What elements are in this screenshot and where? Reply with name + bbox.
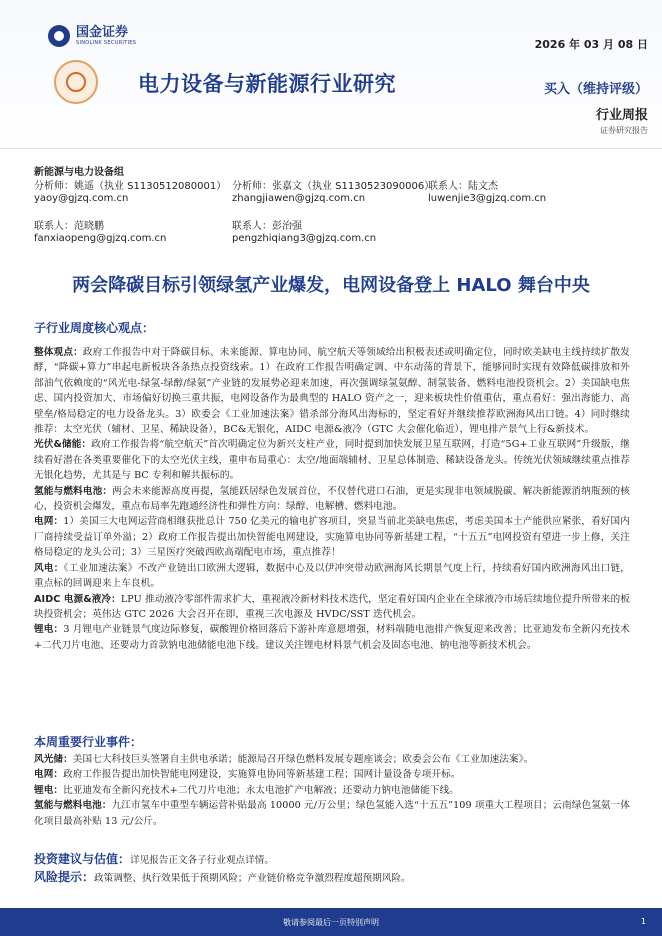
analyst-name: 分析师：张嘉文（执业 S1130523090006） (232, 181, 435, 192)
paragraph-label: 风光储： (34, 754, 73, 765)
logo-name-en: SINOLINK SECURITIES (76, 40, 137, 46)
page-footer (0, 908, 662, 936)
paragraph-label: 风电： (34, 562, 64, 574)
paragraph-text: 比亚迪发布全新闪充技术+二代刀片电池；永太电池扩产电解液；还要动力钠电池储能下线。 (63, 784, 459, 796)
analyst-name: 分析师：姚遥（执业 S1130512080001） (34, 181, 227, 192)
paragraph-text: 政府工作报告提出加快智能电网建设，实施算电协同等新基建工程；国网计量设备专项开标。 (63, 769, 461, 781)
event-grid (34, 767, 630, 782)
contact-name: 联系人：陆文杰 (428, 181, 498, 192)
event-lithium (34, 783, 630, 798)
paragraph-text: LPU 推动液冷零部件需求扩大，重视液冷新材料技术迭代，坚定看好国内企业在全球液冷市场后续地位提升所带来的板块投资机会；英伟达 GTC 2026 大会召开在即，重视三次电源及 HVDC/SST 迭代机会。 (34, 593, 630, 620)
report-main-title: 两会降碳目标引领绿氢产业爆发，电网设备登上 HALO 舞台中央 (72, 275, 590, 296)
paragraph-grid (34, 514, 630, 560)
contact-email[interactable]: luwenjie3@gjzq.com.cn (428, 193, 547, 204)
paragraph-aidc (34, 592, 630, 623)
risk-label: 风险提示： (34, 870, 95, 884)
paragraph-label: 整体观点： (34, 347, 83, 358)
section-heading-core-views: 子行业周度核心观点： (34, 321, 155, 335)
banner-title: 电力设备与新能源行业研究 (138, 72, 396, 96)
section-heading-events: 本周重要行业事件： (34, 735, 143, 749)
paragraph-wind (34, 561, 630, 592)
paragraph-lithium (34, 622, 630, 653)
contact-name: 联系人：彭治强 (232, 221, 302, 232)
paragraph-label: 锂电： (34, 784, 64, 796)
risk-text: 政策调整、执行效果低于预期风险；产业链价格竞争激烈程度超预期风险。 (94, 873, 411, 884)
report-date: 2026 年 03 月 08 日 (534, 38, 648, 51)
report-header (0, 0, 662, 156)
paragraph-text: 3 月锂电产业链景气度边际修复，碳酸锂价格回落后下游补库意愿增强，材料端随电池排产恢复迎来改善；比亚迪发布全新闪充技术+二代刀片电池、还要动力首款钠电池储能电池下线。建议关注锂电材料景气机会及固态电池、钠电池等新技术机会。 (34, 624, 630, 651)
contact-name: 联系人：范晓鹏 (34, 221, 104, 232)
core-views-body (34, 345, 630, 653)
paragraph-text: 九江市氢车中重型车辆运营补贴最高 10000 元/万公里；绿色氢能入选“十五五”109 项重大工程项目；云南绿色氢氨一体化项目最高补贴 13 元/公斤。 (34, 800, 630, 827)
report-type: 行业周报 (595, 108, 648, 123)
paragraph-text: 《工业加速法案》不改产业链出口欧洲大逻辑，数据中心及以伊冲突带动欧洲海风长期景气度上行，持续看好国内欧洲海风出口链，重点标的回调迎来上车良机。 (34, 562, 630, 590)
team-name: 新能源与电力设备组 (34, 167, 124, 178)
rating-label: 买入（维持评级） (543, 82, 648, 97)
page-number: 1 (640, 917, 646, 926)
contact-3 (232, 221, 472, 245)
advice-text: 详见报告正文各子行业观点详情。 (130, 855, 274, 866)
paragraph-label: 电网： (34, 516, 64, 528)
paragraph-text: 政府工作报告将“航空航天”首次明确定位为新兴支柱产业，同时提到加快发展卫星互联网，打造“5G+工业互联网”升级版，继续看好潜在各类重要催化下的太空光伏主线，重申布局重心：太空/地面端辅材、卫星总体制造、稀缺设备龙头。传统光伏领域继续重点推荐无银化趋势，尤其是与 BC 专利和解共振标的。 (34, 439, 630, 482)
analyst-email[interactable]: yaoy@gjzq.com.cn (34, 193, 129, 204)
paragraph-label: 电网： (34, 769, 64, 781)
event-wind-solar-storage (34, 752, 630, 767)
logo-mark-icon (48, 25, 70, 47)
header-divider (0, 148, 662, 149)
analyst-email[interactable]: zhangjiawen@gjzq.com.cn (232, 193, 366, 204)
logo-name-cn: 国金证券 (76, 25, 129, 40)
seal-icon (54, 60, 98, 104)
company-logo (48, 25, 136, 47)
paragraph-text: 两会未来能源高度再提，氢能跃居绿色发展首位，不仅替代进口石油，更是实现非电领域脱碳、解决新能源消纳瓶颈的核心，投资机会爆发，重点布局率先跑通经济性和弹性方向：绿醇、电解槽、燃料电池。 (34, 485, 630, 513)
risk-warning (34, 868, 634, 885)
footer-disclaimer[interactable]: 敬请参阅最后一页特别声明 (283, 918, 379, 927)
investment-advice (34, 850, 634, 867)
paragraph-label: 氢能与燃料电池： (34, 800, 112, 812)
paragraph-pv-storage (34, 437, 630, 483)
paragraph-text: 美国七大科技巨头签署自主供电承诺；能源局召开绿色燃料发展专题座谈会；欧委会公布《工业加速法案》。 (72, 754, 534, 765)
contact-email[interactable]: pengzhiqiang3@gjzq.com.cn (232, 233, 377, 244)
doc-type: 证券研究报告 (600, 126, 648, 135)
contact-1 (428, 181, 628, 205)
paragraph-text: 1）美国三大电网运营商相继获批总计 750 亿美元的输电扩容项目，突显当前北美缺电焦虑，考虑美国本土产能供应紧张，看好国内厂商持续受益订单外溢；2）政府工作报告提出加快智能电网建设，实施算电协同等新基建工程，“十五五”电网投资有望进一步上修，关注格局稳定的龙头公司；3）三星医疗突破西欧高端配电市场，重点推荐！ (34, 516, 630, 559)
paragraph-overall (34, 345, 630, 437)
paragraph-label: AIDC 电源&液冷： (34, 593, 121, 605)
contact-email[interactable]: fanxiaopeng@gjzq.com.cn (34, 233, 167, 244)
advice-label: 投资建议与估值： (34, 852, 131, 866)
paragraph-label: 光伏&储能： (34, 439, 92, 451)
paragraph-label: 锂电： (34, 624, 64, 636)
paragraph-label: 氢能与燃料电池： (34, 485, 113, 497)
events-body (34, 752, 630, 829)
event-hydrogen (34, 798, 630, 829)
paragraph-text: 政府工作报告中对于降碳目标、未来能源、算电协同、航空航天等领域给出积极表述或明确定位，同时欧美缺电主线持续扩散发酵，“降碳+算力”串起电新板块各条热点投资线索。1）在政府工作报告明确定调、中东动荡的背景下，能够同时实现有效降低碳排放和外部油气依赖度的“风光电-绿氢-绿醇/绿氨”产业链的发展势必迎来加速，再次强调绿氢氨醇、制氢装备、燃料电池投资机会。2）美国缺电焦虑、国内投资加大、市场偏好切换三重共振，电网设备作为最典型的 HALO 资产之一，迎来板块性价值重估，重点看好：强出海能力、高壁垒/格局稳定的电力设备龙头。3）欧委会《工业加速法案》错杀部分海风出海标的，坚定看好并继续推荐欧洲海风出口链。4）同时继续推荐：太空光伏（辅材、卫星、稀缺设备），BC&无银化，AIDC 电源&液冷（GTC 大会催化临近），锂电排产景气上行&新技术。 (34, 347, 630, 436)
paragraph-hydrogen (34, 484, 630, 515)
